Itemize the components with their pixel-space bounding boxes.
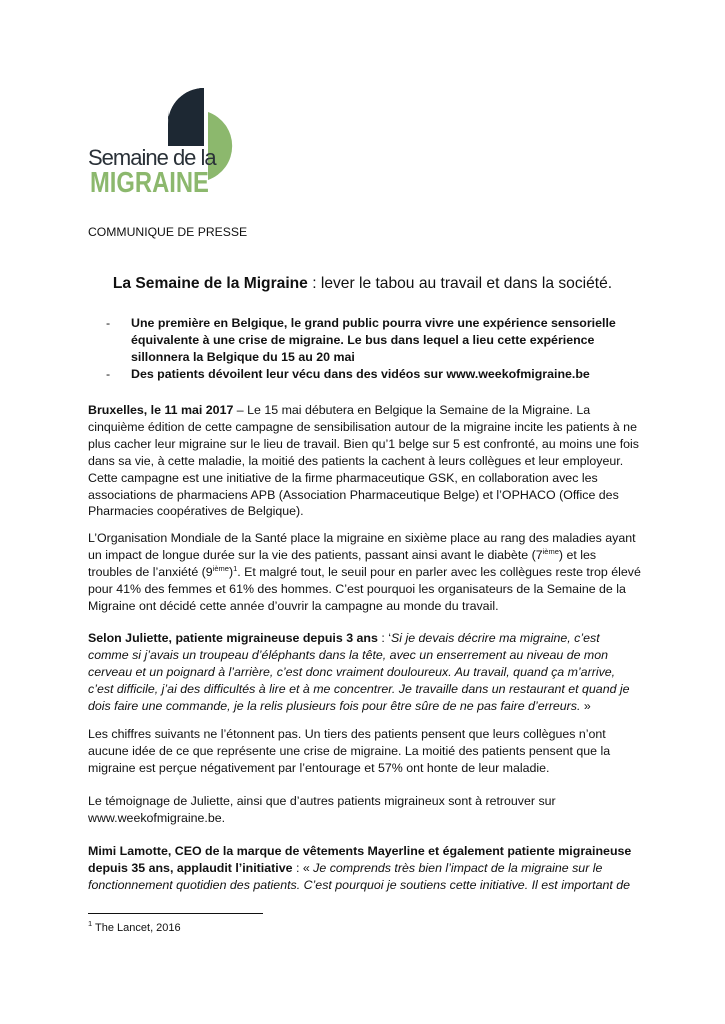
logo-wordmark-top: Semaine de la: [88, 145, 216, 170]
paragraph-text: ) et les troubles de l’anxiété (9: [88, 547, 597, 579]
superscript: ième: [212, 563, 229, 573]
speaker-intro: Mimi Lamotte, CEO de la marque de vêtements Mayerline et également patiente migraineuse depuis 35 ans, applaudit l’initiative: [88, 844, 632, 875]
headline: [0, 274, 725, 294]
dateline: Bruxelles, le 11 mai 2017: [88, 403, 234, 417]
paragraph-who: [88, 530, 643, 615]
footnote: [88, 921, 181, 935]
paragraph-website: Le témoignage de Juliette, ainsi que d’autres patients migraineux sont à retrouver sur www.weekofmigraine.be.: [88, 794, 556, 825]
key-point-text: Une première en Belgique, le grand public pourra vivre une expérience sensorielle équivalente à une crise de migraine. Le bus dans lequel a lieu cette expérience sillonnera la Belgique du 15 au 20 mai: [131, 316, 616, 364]
key-point: [88, 315, 648, 366]
key-point: [88, 366, 648, 383]
quote-close: »: [580, 698, 591, 713]
headline-bold: La Semaine de la Migraine: [112, 275, 308, 292]
speaker-intro: Selon Juliette, patiente migraineuse depuis 3 ans: [88, 631, 378, 645]
document-type-label: COMMUNIQUE DE PRESSE: [88, 225, 248, 239]
key-point-text: Des patients dévoilent leur vécu dans des vidéos sur www.weekofmigraine.be: [131, 366, 590, 381]
quote-text: Je comprends très bien l’impact de la migraine sur le fonctionnement quotidien des patients. C’est pourquoi je soutiens cette initiative. Il est important de: [88, 860, 631, 892]
bullet-dash: -: [106, 316, 111, 330]
superscript: ième: [542, 546, 559, 556]
logo-wordmark-bottom: MIGRAINE: [90, 167, 209, 199]
bullet-dash: -: [106, 366, 111, 381]
quote-text: Si je devais décrire ma migraine, c’est comme si j’avais un troupeau d’éléphants dans la tête, avec un enserrement au niveau de mon cerveau et un poignard à l’arrière, c’est donc vraiment douloureux. Au travail, quand ça m’arrive, c’est difficile, j’ai des difficultés à lire et à me concentrer. Je travaille dans un restaurant et quand je dois faire une commande, je la relis plusieurs fois pour être sûre de ne pas faire d’erreurs.: [88, 631, 630, 713]
footnote-text: The Lancet, 2016: [92, 922, 181, 934]
paragraph-intro: [88, 402, 643, 520]
quote-open: : «: [292, 860, 314, 875]
semaine-de-la-migraine-logo: [88, 88, 248, 206]
paragraph-text: ): [228, 564, 234, 579]
paragraph-text: . Et malgré tout, le seuil pour en parler avec les collègues reste trop élevé pour 41% des femmes et 61% des hommes. C’est pourquoi les organisateurs de la Semaine de la Migraine ont décidé cette année d’ouvrir la campagne au monde du travail.: [88, 564, 641, 613]
footnote-mark: 1: [88, 919, 93, 928]
paragraph-mimi-lamotte: [88, 843, 643, 894]
headline-rest: : lever le tabou au travail et dans la société.: [307, 275, 613, 292]
quote-open: : ‘: [377, 631, 391, 645]
paragraph-text: – Le 15 mai débutera en Belgique la Semaine de la Migraine. La cinquième édition de cette campagne de sensibilisation autour de la migraine incite les patients à ne plus cacher leur migraine sur le lieu de travail. Bien qu’1 belge sur 5 est confronté, au moins une fois dans sa vie, à cette maladie, la moitié des patients la cachent à leurs collègues et leur employeur. Cette campagne est une initiative de la firme pharmaceutique GSK, en collaboration avec les associations de pharmaciens APB (Association Pharmaceutique Belge) et l’OPHACO (Office des Pharmacies coopératives de Belgique).: [88, 403, 639, 519]
paragraph-text: L’Organisation Mondiale de la Santé place la migraine en sixième place au rang des maladies ayant un impact de longue durée sur la vie des patients, passant ainsi avant le diabète (7: [88, 531, 636, 562]
footnote-divider: [88, 913, 263, 914]
paragraph-juliette-testimony: [88, 630, 643, 715]
key-points-list: [88, 315, 648, 383]
paragraph-statistics: Les chiffres suivants ne l’étonnent pas. Un tiers des patients pensent que leurs collègues n’ont aucune idée de ce que représente une crise de migraine. La moitié des patients pensent que la migraine est perçue négativement par l’entourage et 57% ont honte de leur maladie.: [88, 727, 611, 775]
footnote-reference: 1: [233, 563, 238, 573]
